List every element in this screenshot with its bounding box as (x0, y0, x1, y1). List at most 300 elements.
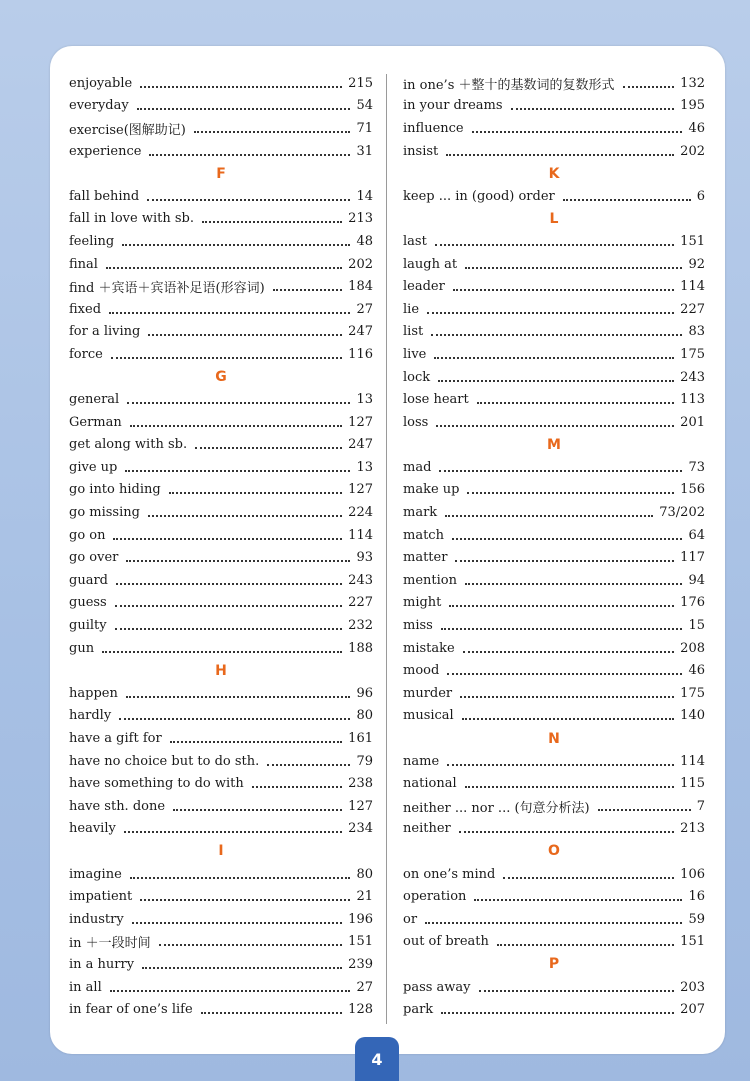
leader-dots (436, 424, 674, 427)
entry-page: 46 (688, 120, 705, 136)
index-entry (69, 931, 373, 954)
entry-term: impatient (69, 889, 133, 905)
entry-page: 232 (348, 618, 373, 634)
leader-dots (477, 401, 674, 404)
entry-term: exercise(图解助记) (69, 122, 186, 138)
index-entry (69, 140, 373, 163)
entry-term: miss (403, 618, 433, 634)
leader-dots (115, 627, 343, 630)
entry-term: loss (403, 414, 429, 430)
entry-term: give up (69, 459, 118, 475)
entry-term: leader (403, 279, 445, 295)
leader-dots (201, 1011, 342, 1014)
entry-page: 116 (348, 346, 373, 362)
index-entry (69, 411, 373, 434)
entry-page: 13 (356, 392, 373, 408)
index-entry (69, 614, 373, 637)
leader-dots (140, 85, 342, 88)
index-entry (69, 682, 373, 705)
section-letter: M (547, 436, 561, 453)
index-entry (69, 388, 373, 411)
index-entry (69, 750, 373, 773)
index-entry (403, 885, 705, 908)
entry-page: 151 (680, 934, 705, 950)
entry-page: 127 (348, 798, 373, 814)
entry-page: 27 (356, 301, 373, 317)
index-entry (69, 501, 373, 524)
entry-page: 73 (688, 459, 705, 475)
leader-dots (445, 514, 653, 517)
leader-dots (202, 220, 342, 223)
index-entry (69, 185, 373, 208)
index-entry (403, 659, 705, 682)
leader-dots (267, 763, 350, 766)
entry-page: 73/202 (659, 505, 705, 521)
entry-page: 54 (356, 98, 373, 114)
entry-term: fixed (69, 301, 102, 317)
entry-page: 27 (356, 979, 373, 995)
index-entry (403, 343, 705, 366)
index-entry (403, 750, 705, 773)
index-entry (403, 908, 705, 931)
entry-page: 213 (680, 821, 705, 837)
leader-dots (465, 582, 682, 585)
entry-page: 175 (680, 346, 705, 362)
leader-dots (598, 808, 691, 811)
entry-term: have a gift for (69, 731, 162, 747)
entry-page: 175 (680, 685, 705, 701)
entry-page: 132 (680, 75, 705, 91)
entry-term: in all (69, 979, 102, 995)
index-entry (403, 818, 705, 841)
leader-dots (273, 288, 343, 291)
entry-page: 196 (348, 911, 373, 927)
index-entry (403, 275, 705, 298)
entry-page: 114 (680, 753, 705, 769)
leader-dots (127, 401, 350, 404)
entry-term: operation (403, 889, 467, 905)
index-entry (69, 434, 373, 457)
entry-page: 202 (348, 256, 373, 272)
entry-term: mad (403, 459, 432, 475)
entry-term: list (403, 324, 424, 340)
entry-term: or (403, 911, 418, 927)
entry-term: laugh at (403, 256, 458, 272)
entry-term: hardly (69, 708, 112, 724)
leader-dots (148, 333, 342, 336)
section-letter: L (549, 210, 559, 227)
index-entry (403, 863, 705, 886)
entry-page: 14 (356, 188, 373, 204)
entry-page: 83 (688, 324, 705, 340)
leader-dots (467, 491, 674, 494)
entry-term: mistake (403, 640, 455, 656)
index-entry (69, 818, 373, 841)
entry-term: get along with sb. (69, 437, 188, 453)
entry-term: in a hurry (69, 956, 135, 972)
index-entry (69, 795, 373, 818)
index-entry (69, 637, 373, 660)
leader-dots (106, 266, 342, 269)
index-entry (69, 976, 373, 999)
entry-term: go missing (69, 505, 140, 521)
index-entry (403, 230, 705, 253)
entry-term: industry (69, 911, 124, 927)
leader-dots (110, 989, 351, 992)
index-entry (403, 614, 705, 637)
leader-dots (169, 491, 342, 494)
leader-dots (159, 943, 343, 946)
index-entry (403, 185, 705, 208)
entry-page: 227 (680, 301, 705, 317)
leader-dots (479, 989, 675, 992)
index-entry (69, 72, 373, 95)
index-entry (69, 208, 373, 231)
entry-page: 227 (348, 595, 373, 611)
index-entry (403, 998, 705, 1021)
entry-page: 213 (348, 211, 373, 227)
entry-page: 151 (680, 233, 705, 249)
entry-term: guard (69, 572, 108, 588)
entry-page: 243 (348, 572, 373, 588)
index-entry (403, 569, 705, 592)
index-entry (403, 456, 705, 479)
leader-dots (462, 717, 674, 720)
entry-term: heavily (69, 821, 116, 837)
entry-page: 202 (680, 143, 705, 159)
entry-page: 16 (688, 889, 705, 905)
section-letter: K (548, 165, 560, 182)
entry-page: 161 (348, 731, 373, 747)
index-entry (403, 388, 705, 411)
index-entry (403, 479, 705, 502)
leader-dots (446, 153, 674, 156)
entry-term: last (403, 233, 427, 249)
entry-term: make up (403, 482, 460, 498)
leader-dots (463, 650, 674, 653)
leader-dots (109, 311, 350, 314)
entry-page: 114 (348, 527, 373, 543)
index-entry (403, 253, 705, 276)
section-letter: H (215, 662, 227, 679)
entry-term: imagine (69, 866, 122, 882)
index-entry (69, 546, 373, 569)
entry-page: 176 (680, 595, 705, 611)
entry-page: 80 (356, 866, 373, 882)
entry-page: 21 (356, 889, 373, 905)
index-entry (403, 140, 705, 163)
index-entry (403, 95, 705, 118)
entry-term: have sth. done (69, 798, 166, 814)
leader-dots (170, 740, 342, 743)
index-entry (403, 72, 705, 95)
index-entry (69, 95, 373, 118)
leader-dots (130, 424, 342, 427)
index-entry (403, 705, 705, 728)
entry-term: in one’s ＋整十的基数词的复数形式 (403, 77, 615, 93)
index-entry (69, 908, 373, 931)
entry-term: in fear of one’s life (69, 1002, 193, 1018)
entry-page: 94 (688, 572, 705, 588)
leader-dots (438, 379, 674, 382)
entry-page: 59 (688, 911, 705, 927)
leader-dots (511, 107, 675, 110)
index-entry (403, 592, 705, 615)
entry-page: 247 (348, 437, 373, 453)
entry-term: feeling (69, 233, 115, 249)
entry-page: 238 (348, 776, 373, 792)
leader-dots (149, 153, 350, 156)
entry-term: lie (403, 301, 420, 317)
leader-dots (435, 243, 674, 246)
entry-page: 128 (348, 1002, 373, 1018)
index-entry (403, 298, 705, 321)
leader-dots (425, 921, 682, 924)
index-entry (403, 772, 705, 795)
leader-dots (474, 898, 682, 901)
page-number-tab (355, 1037, 399, 1081)
index-entry (69, 275, 373, 298)
index-entry (69, 253, 373, 276)
leader-dots (102, 650, 342, 653)
entry-page: 140 (680, 708, 705, 724)
index-entry (69, 998, 373, 1021)
leader-dots (459, 830, 674, 833)
entry-page: 6 (696, 188, 705, 204)
entry-term: neither ... nor ... (句意分析法) (403, 800, 590, 816)
index-entry (403, 682, 705, 705)
entry-term: final (69, 256, 98, 272)
entry-term: find ＋宾语＋宾语补足语(形容词) (69, 281, 265, 297)
index-entry (69, 705, 373, 728)
entry-term: neither (403, 821, 451, 837)
leader-dots (439, 469, 682, 472)
entry-term: mention (403, 572, 457, 588)
entry-term: general (69, 392, 120, 408)
index-entry (69, 592, 373, 615)
leader-dots (460, 695, 674, 698)
entry-page: 127 (348, 414, 373, 430)
entry-term: happen (69, 685, 118, 701)
entry-term: match (403, 527, 444, 543)
entry-term: mark (403, 505, 438, 521)
entry-term: live (403, 346, 427, 362)
leader-dots (147, 198, 350, 201)
entry-page: 7 (696, 798, 705, 814)
entry-page: 92 (688, 256, 705, 272)
leader-dots (427, 311, 674, 314)
entry-page: 80 (356, 708, 373, 724)
leader-dots (472, 130, 683, 133)
index-entry (403, 931, 705, 954)
leader-dots (122, 243, 350, 246)
leader-dots (465, 785, 675, 788)
entry-page: 208 (680, 640, 705, 656)
leader-dots (194, 130, 351, 133)
entry-page: 195 (680, 98, 705, 114)
entry-page: 115 (680, 776, 705, 792)
leader-dots (503, 876, 674, 879)
index-entry (69, 772, 373, 795)
entry-page: 96 (356, 685, 373, 701)
leader-dots (447, 763, 674, 766)
leader-dots (623, 85, 675, 88)
index-entry (69, 117, 373, 140)
leader-dots (173, 808, 342, 811)
index-entry (403, 546, 705, 569)
leader-dots (113, 537, 342, 540)
entry-page: 247 (348, 324, 373, 340)
index-entry (69, 343, 373, 366)
index-column-left (69, 72, 373, 1021)
entry-term: go over (69, 550, 119, 566)
entry-page: 64 (688, 527, 705, 543)
entry-page: 127 (348, 482, 373, 498)
entry-term: on one’s mind (403, 866, 496, 882)
section-letter: I (218, 843, 224, 860)
entry-term: fall in love with sb. (69, 211, 194, 227)
index-entry (69, 456, 373, 479)
leader-dots (115, 604, 342, 607)
entry-page: 114 (680, 279, 705, 295)
entry-term: for a living (69, 324, 141, 340)
entry-term: mood (403, 663, 440, 679)
leader-dots (111, 356, 342, 359)
index-entry (69, 479, 373, 502)
index-entry (69, 321, 373, 344)
entry-term: lose heart (403, 392, 469, 408)
index-entry (69, 953, 373, 976)
entry-page: 15 (688, 618, 705, 634)
leader-dots (453, 288, 674, 291)
entry-term: experience (69, 143, 142, 159)
index-entry (403, 524, 705, 547)
entry-term: go into hiding (69, 482, 161, 498)
entry-term: lock (403, 369, 431, 385)
leader-dots (452, 537, 682, 540)
entry-term: guilty (69, 618, 107, 634)
entry-term: German (69, 414, 122, 430)
leader-dots (195, 446, 342, 449)
leader-dots (441, 1011, 674, 1014)
leader-dots (125, 469, 350, 472)
index-entry (403, 411, 705, 434)
leader-dots (137, 107, 351, 110)
index-entry (403, 501, 705, 524)
index-entry (403, 321, 705, 344)
index-entry (69, 230, 373, 253)
entry-term: pass away (403, 979, 471, 995)
entry-page: 71 (356, 120, 373, 136)
entry-page: 48 (356, 233, 373, 249)
entry-term: keep ... in (good) order (403, 188, 555, 204)
index-entry (69, 863, 373, 886)
entry-term: park (403, 1002, 434, 1018)
entry-page: 46 (688, 663, 705, 679)
section-letter: G (215, 369, 227, 386)
entry-term: have no choice but to do sth. (69, 753, 260, 769)
index-entry (403, 366, 705, 389)
index-entry (403, 795, 705, 818)
index-entry (69, 524, 373, 547)
entry-page: 201 (680, 414, 705, 430)
leader-dots (431, 333, 682, 336)
entry-page: 215 (348, 75, 373, 91)
section-letter: P (548, 956, 560, 973)
index-entry (403, 976, 705, 999)
entry-term: enjoyable (69, 75, 133, 91)
leader-dots (449, 604, 674, 607)
entry-page: 106 (680, 866, 705, 882)
entry-term: national (403, 776, 457, 792)
entry-page: 151 (348, 934, 373, 950)
leader-dots (119, 717, 350, 720)
entry-term: in your dreams (403, 98, 503, 114)
leader-dots (455, 559, 674, 562)
entry-term: in ＋一段时间 (69, 936, 151, 952)
entry-term: fall behind (69, 188, 140, 204)
entry-term: name (403, 753, 440, 769)
entry-page: 79 (356, 753, 373, 769)
entry-page: 224 (348, 505, 373, 521)
entry-page: 203 (680, 979, 705, 995)
leader-dots (441, 627, 683, 630)
entry-page: 239 (348, 956, 373, 972)
leader-dots (563, 198, 691, 201)
column-divider (386, 74, 387, 1024)
leader-dots (434, 356, 674, 359)
entry-term: insist (403, 143, 439, 159)
leader-dots (126, 559, 350, 562)
entry-term: force (69, 346, 103, 362)
leader-dots (447, 672, 682, 675)
entry-page: 243 (680, 369, 705, 385)
entry-page: 31 (356, 143, 373, 159)
entry-term: have something to do with (69, 776, 244, 792)
leader-dots (132, 921, 342, 924)
entry-term: out of breath (403, 934, 489, 950)
entry-term: might (403, 595, 442, 611)
leader-dots (142, 966, 342, 969)
entry-page: 117 (680, 550, 705, 566)
index-entry (69, 298, 373, 321)
entry-term: go on (69, 527, 106, 543)
index-entry (403, 637, 705, 660)
leader-dots (124, 830, 342, 833)
section-letter: O (548, 843, 560, 860)
entry-term: murder (403, 685, 453, 701)
entry-page: 13 (356, 459, 373, 475)
index-entry (403, 117, 705, 140)
entry-page: 188 (348, 640, 373, 656)
leader-dots (140, 898, 350, 901)
leader-dots (116, 582, 342, 585)
entry-term: matter (403, 550, 448, 566)
entry-term: guess (69, 595, 107, 611)
section-letter: N (548, 730, 560, 747)
entry-page: 113 (680, 392, 705, 408)
entry-page: 156 (680, 482, 705, 498)
entry-term: everyday (69, 98, 129, 114)
leader-dots (148, 514, 342, 517)
entry-term: musical (403, 708, 454, 724)
leader-dots (130, 876, 351, 879)
leader-dots (497, 943, 674, 946)
entry-page: 234 (348, 821, 373, 837)
index-entry (69, 727, 373, 750)
entry-page: 184 (348, 279, 373, 295)
leader-dots (465, 266, 682, 269)
